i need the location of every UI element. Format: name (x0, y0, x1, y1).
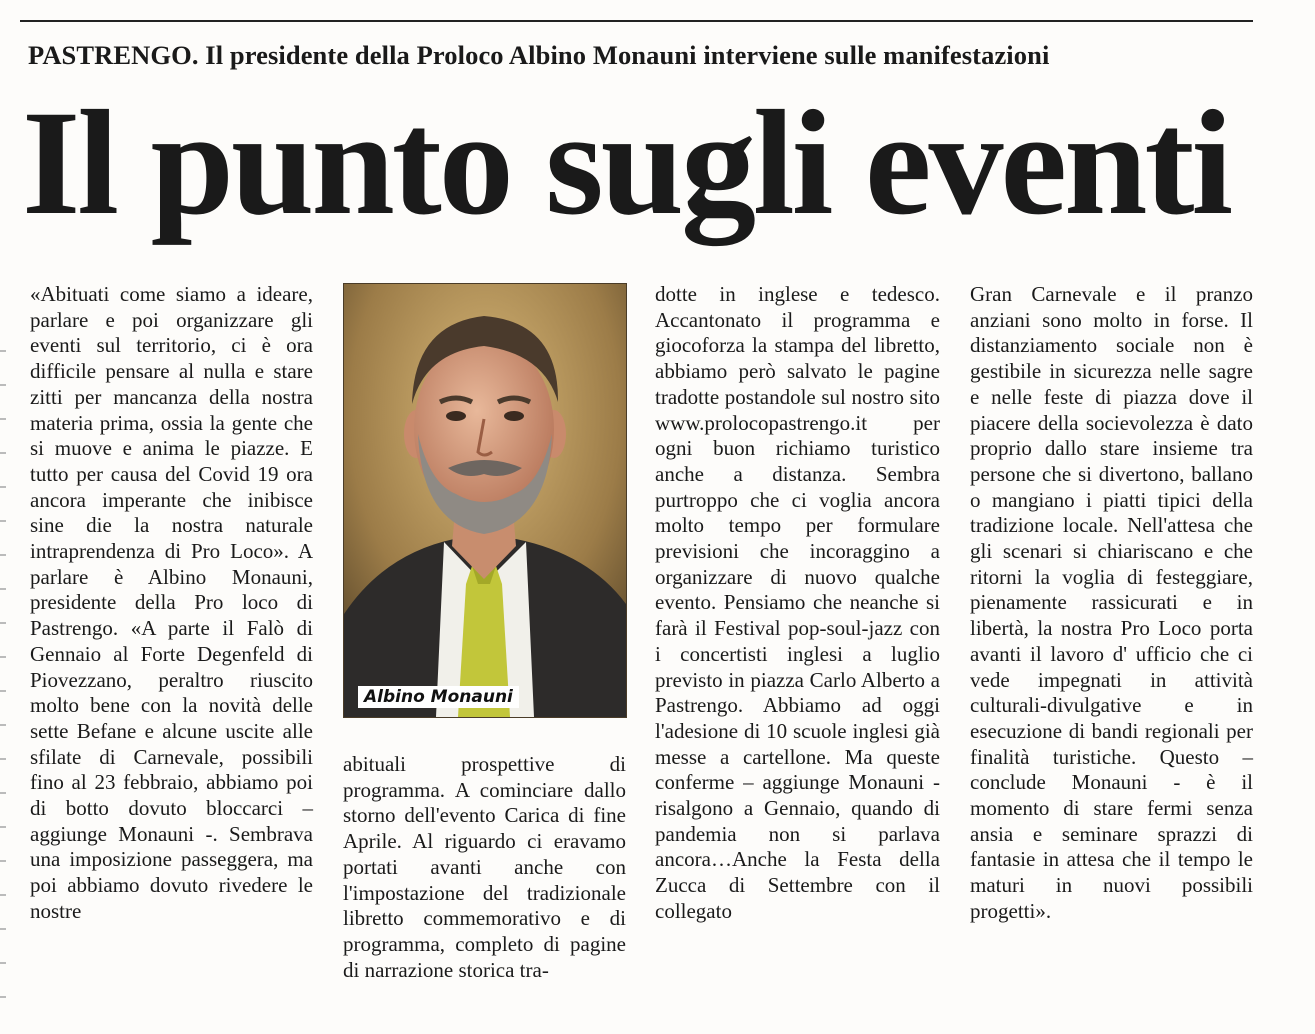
portrait-illustration (344, 284, 626, 717)
column-2-text: abituali prospettive di programma. A cominciare dallo storno dell'evento Carica di fine Aprile. Al riguardo ci eravamo portati avanti anche con l'impostazione del tradizionale libretto commemorativo e di programma, completo di pagine di narrazione storica tra- (343, 752, 626, 982)
article-column-1 (30, 282, 313, 925)
top-rule (20, 20, 1253, 22)
portrait-photo (343, 283, 627, 718)
headline: Il punto sugli eventi (22, 80, 1231, 246)
article-column-3 (655, 282, 940, 925)
column-3-text: dotte in inglese e tedesco. Accantonato il programma e giocoforza la stampa del libretto, abbiamo però salvato le pagine tradotte postandole sul nostro sito www.prolocopastrengo.it per ogni buon richiamo turistico anche a distanza. Sembra purtroppo che ci voglia ancora molto tempo per formulare previsioni che incoraggino a organizzare di nuovo qualche evento. Pensiamo che neanche si farà il Festival pop-soul-jazz con i concertisti inglesi a luglio previsto in piazza Carlo Alberto a Pastrengo. Abbiamo ad oggi l'adesione di 10 scuole inglesi già messe a cartellone. Ma queste conferme – aggiunge Monauni - risalgono a Gennaio, quando di pandemia non si parlava ancora…Anche la Festa della Zucca di Settembre con il collegato (655, 282, 940, 923)
article-column-2 (343, 752, 626, 983)
photo-caption: Albino Monauni (358, 686, 519, 708)
article-column-4 (970, 282, 1253, 925)
page-edge-marks (0, 350, 6, 1010)
kicker: PASTRENGO. Il presidente della Proloco Albino Monauni interviene sulle manifestazioni (28, 40, 1050, 70)
column-1-text: «Abituati come siamo a ideare, parlare e poi organizzare gli eventi sul territorio, ci è ora difficile pensare al nulla e stare zitti per mancanza della nostra materia prima, ossia la gente che si muove e anima le piazze. E tutto per causa del Covid 19 ora ancora imperante che inibisce sine die la nostra naturale intraprendenza di Pro Loco». A parlare è Albino Monauni, presidente della Pro loco di Pastrengo. «A parte il Falò di Gennaio al Forte Degenfeld di Piovezzano, peraltro riuscito molto bene con la novità delle sette Befane e alcune uscite alle sfilate di Carnevale, possibili fino al 23 febbraio, abbiamo poi di botto dovuto bloccarci – aggiunge Monauni -. Sembrava una imposizione passeggera, ma poi abbiamo dovuto rivedere le nostre (30, 282, 313, 923)
column-4-text: Gran Carnevale e il pranzo anziani sono molto in forse. Il distanziamento sociale non è gestibile in sicurezza nelle sagre e nelle feste di piazza dove il piacere della socievolezza è dato proprio dallo stare insieme tra persone che si divertono, ballano o mangiano i piatti tipici della tradizione locale. Nell'attesa che gli scenari si chiariscano e che ritorni la voglia di festeggiare, pienamente rassicurati e in libertà, la nostra Pro Loco porta avanti il lavoro d' ufficio che ci vede impegnati in attività culturali-divulgative e in esecuzione di bandi regionali per finalità turistiche. Questo – conclude Monauni - è il momento di stare fermi senza ansia e seminare sprazzi di fantasie in attesa che il tempo le maturi in nuovi possibili progetti». (970, 282, 1253, 923)
